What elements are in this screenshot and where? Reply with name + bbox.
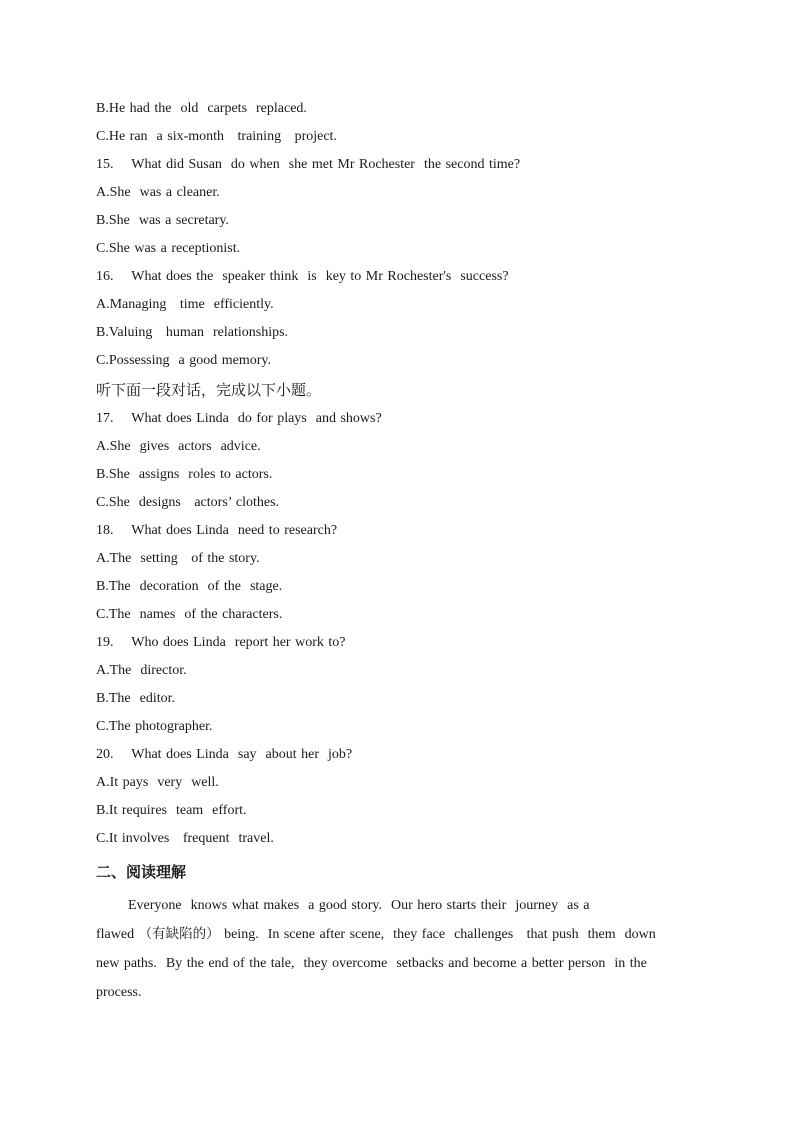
option-c: C.Possessing a good memory. bbox=[96, 353, 271, 368]
option-c: C.The names of the characters. bbox=[96, 607, 283, 622]
question-19 bbox=[96, 629, 696, 741]
option-c: C.He ran a six-month training project. bbox=[96, 129, 337, 144]
passage-text: being. In scene after scene, they face challenges that push them down bbox=[219, 927, 656, 942]
option-a: A.She gives actors advice. bbox=[96, 439, 261, 454]
passage-line-3: new paths. By the end of the tale, they overcome setbacks and become a better person in the bbox=[96, 956, 647, 971]
passage-line-2 bbox=[96, 920, 696, 949]
option-c: C.She designs actors’ clothes. bbox=[96, 495, 280, 510]
question-20 bbox=[96, 741, 696, 853]
question-14-options bbox=[96, 95, 696, 151]
option-b: B.She assigns roles to actors. bbox=[96, 467, 273, 482]
question-text: 17. What does Linda do for plays and shows? bbox=[96, 411, 382, 426]
option-b: B.Valuing human relationships. bbox=[96, 325, 289, 340]
question-17 bbox=[96, 405, 696, 517]
question-text: 20. What does Linda say about her job? bbox=[96, 747, 353, 762]
option-a: A.The director. bbox=[96, 663, 187, 678]
passage-gloss: （有缺陷的） bbox=[138, 926, 220, 942]
option-b: B.He had the old carpets replaced. bbox=[96, 101, 307, 116]
option-c: C.She was a receptionist. bbox=[96, 241, 241, 256]
document-page bbox=[96, 95, 696, 1007]
option-a: A.The setting of the story. bbox=[96, 551, 260, 566]
option-b: B.The editor. bbox=[96, 691, 175, 706]
question-18 bbox=[96, 517, 696, 629]
option-b: B.It requires team effort. bbox=[96, 803, 247, 818]
listening-instruction: 听下面一段对话，完成以下小题。 bbox=[96, 381, 322, 399]
option-a: A.It pays very well. bbox=[96, 775, 219, 790]
question-15 bbox=[96, 151, 696, 263]
passage-line-4: process. bbox=[96, 985, 142, 1000]
question-16 bbox=[96, 263, 696, 375]
reading-passage bbox=[96, 891, 696, 1007]
passage-line-1: Everyone knows what makes a good story. Our hero starts their journey as a bbox=[128, 898, 590, 913]
question-text: 16. What does the speaker think is key to Mr Rochester's success? bbox=[96, 269, 509, 284]
section-heading-reading: 二、阅读理解 bbox=[96, 863, 187, 881]
question-text: 15. What did Susan do when she met Mr Rochester the second time? bbox=[96, 157, 521, 172]
passage-text: flawed bbox=[96, 927, 139, 942]
option-b: B.She was a secretary. bbox=[96, 213, 229, 228]
question-text: 19. Who does Linda report her work to? bbox=[96, 635, 346, 650]
question-text: 18. What does Linda need to research? bbox=[96, 523, 338, 538]
option-a: A.She was a cleaner. bbox=[96, 185, 220, 200]
option-a: A.Managing time efficiently. bbox=[96, 297, 274, 312]
option-b: B.The decoration of the stage. bbox=[96, 579, 283, 594]
option-c: C.The photographer. bbox=[96, 719, 213, 734]
option-c: C.It involves frequent travel. bbox=[96, 831, 274, 846]
